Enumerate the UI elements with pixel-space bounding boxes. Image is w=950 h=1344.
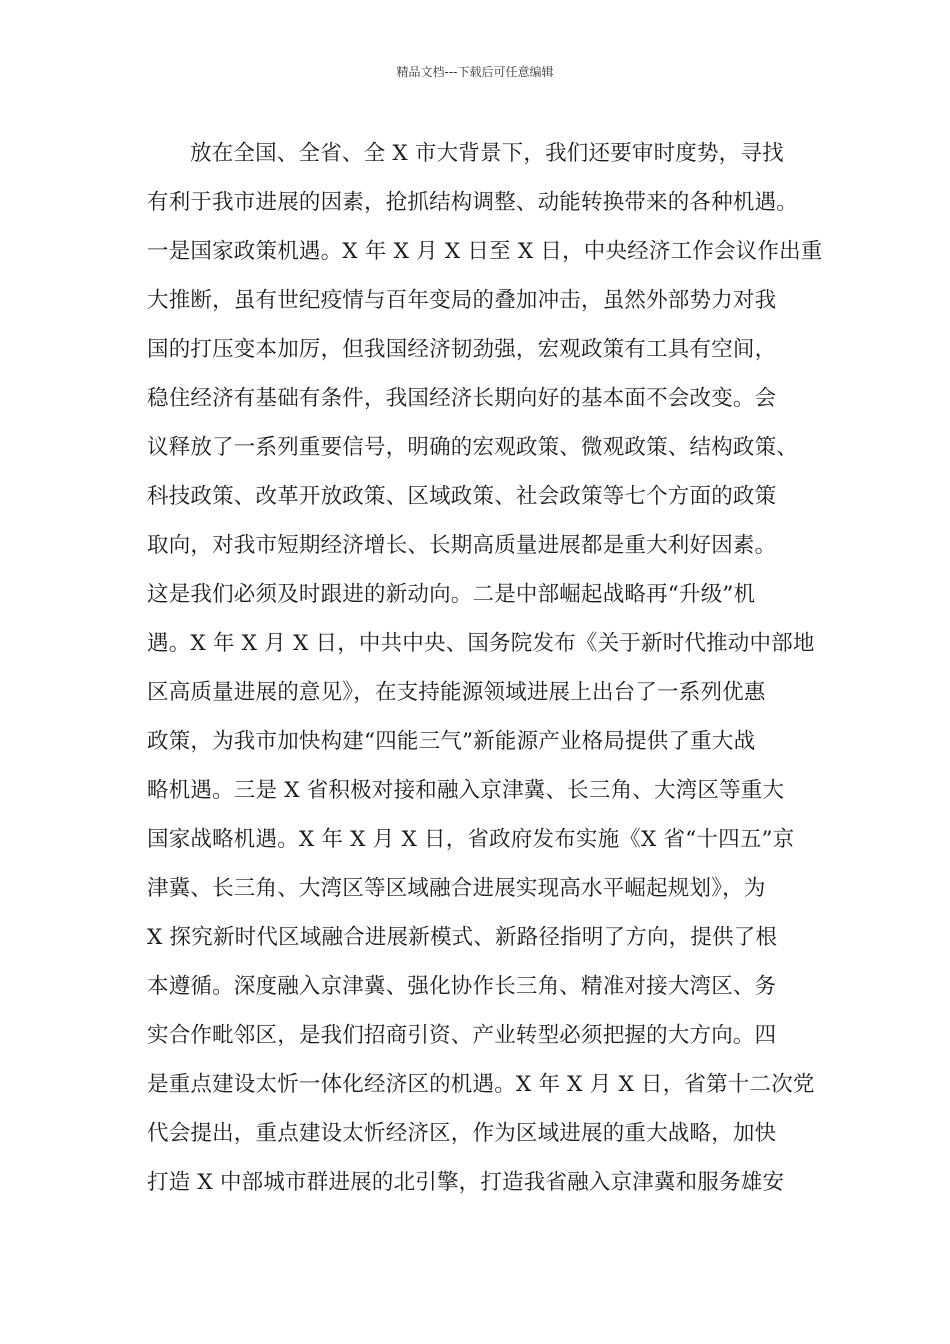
paragraph-line: 稳住经济有基础有条件，我国经济长期向好的基本面不会改变。会	[147, 386, 777, 411]
paragraph-line: 遇。X 年 X 月 X 日，中共中央、国务院发布《关于新时代推动中部地	[147, 631, 815, 656]
paragraph-line: 政策，为我市加快构建“四能三气”新能源产业格局提供了重大战	[147, 729, 756, 754]
page-header: 精品文档---下载后可任意编辑	[396, 65, 554, 79]
paragraph-line: 是重点建设太忻一体化经济区的机遇。X 年 X 月 X 日，省第十二次党	[147, 1072, 815, 1097]
paragraph-line: 打造 X 中部城市群进展的北引擎，打造我省融入京津冀和服务雄安	[147, 1170, 785, 1195]
paragraph-line: 科技政策、改革开放政策、区域政策、社会政策等七个方面的政策	[147, 484, 777, 509]
paragraph-line: 议释放了一系列重要信号，明确的宏观政策、微观政策、结构政策、	[147, 435, 799, 460]
paragraph-line: 区高质量进展的意见》，在支持能源领域进展上出台了一系列优惠	[147, 680, 766, 705]
paragraph-line: 略机遇。三是 X 省积极对接和融入京津冀、长三角、大湾区等重大	[147, 778, 785, 803]
paragraph-line: 代会提出，重点建设太忻经济区，作为区域进展的重大战略，加快	[147, 1121, 777, 1146]
paragraph-line: 实合作毗邻区，是我们招商引资、产业转型必须把握的大方向。四	[147, 1023, 777, 1048]
paragraph-line: 放在全国、全省、全 X 市大背景下，我们还要审时度势，寻找	[190, 141, 784, 166]
paragraph-line: 大推断，虽有世纪疫情与百年变局的叠加冲击，虽然外部势力对我	[147, 288, 777, 313]
paragraph-line: 这是我们必须及时跟进的新动向。二是中部崛起战略再“升级”机	[147, 582, 756, 607]
paragraph-line: 有利于我市进展的因素，抢抓结构调整、动能转换带来的各种机遇。	[147, 190, 799, 215]
paragraph-line: 国的打压变本加厉，但我国经济韧劲强，宏观政策有工具有空间，	[147, 337, 777, 362]
paragraph-line: 一是国家政策机遇。X 年 X 月 X 日至 X 日，中央经济工作会议作出重	[147, 239, 823, 264]
document-body	[147, 129, 837, 1207]
paragraph-line: 津冀、长三角、大湾区等区域融合进展实现高水平崛起规划》，为	[147, 876, 766, 901]
paragraph-line: 本遵循。深度融入京津冀、强化协作长三角、精准对接大湾区、务	[147, 974, 777, 999]
paragraph-line: X 探究新时代区域融合进展新模式、新路径指明了方向，提供了根	[147, 925, 778, 950]
paragraph-line: 国家战略机遇。X 年 X 月 X 日，省政府发布实施《X 省“十四五”京	[147, 827, 795, 852]
paragraph-line: 取向，对我市短期经济增长、长期高质量进展都是重大利好因素。	[147, 533, 777, 558]
